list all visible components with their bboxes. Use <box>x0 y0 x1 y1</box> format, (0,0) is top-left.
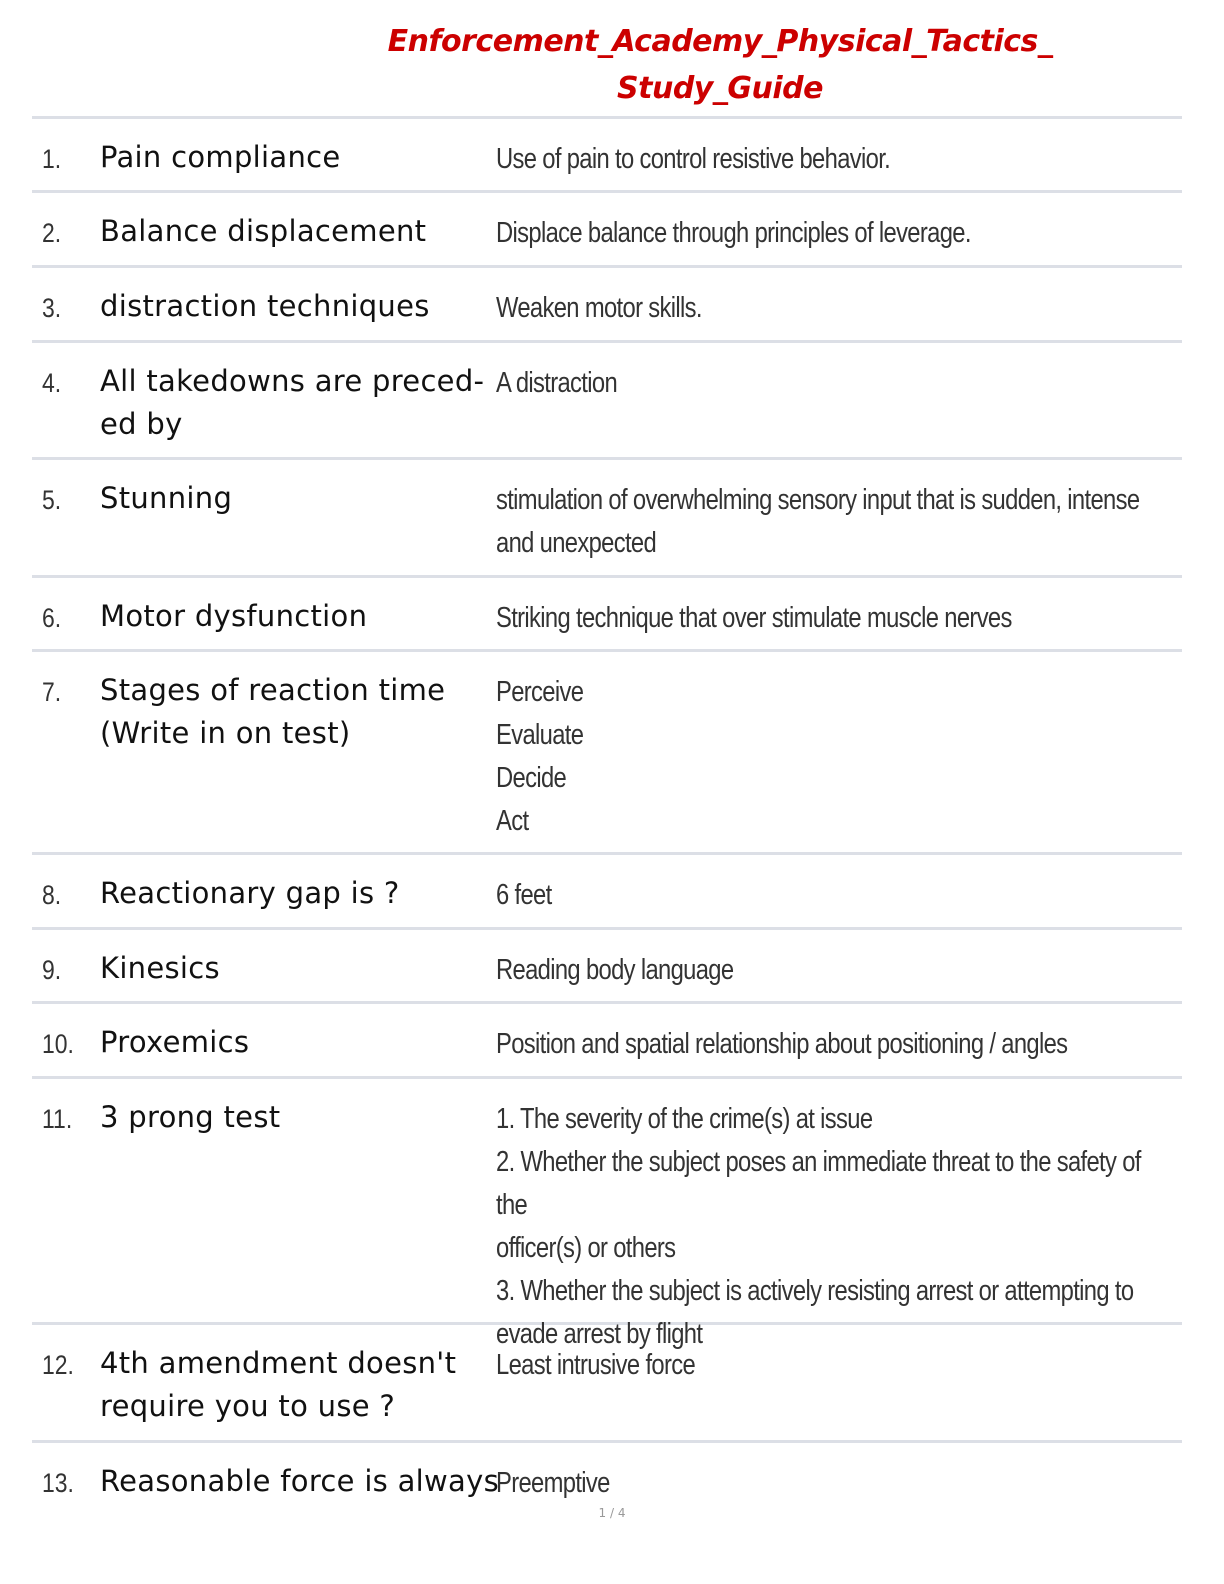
card-term: Kinesics <box>100 951 220 985</box>
card-number: 5. <box>42 485 62 515</box>
document-title <box>300 18 1140 112</box>
card-number: 1. <box>42 144 62 174</box>
flashcard <box>32 460 1182 578</box>
document-title-line-1: Enforcement_Academy_Physical_Tactics_ <box>387 24 1053 59</box>
card-term: distraction techniques <box>100 289 430 323</box>
card-definition: A distraction <box>496 367 618 399</box>
card-term: Proxemics <box>100 1025 250 1059</box>
card-term: Stunning <box>100 481 233 515</box>
card-term: Pain compliance <box>100 140 341 174</box>
card-term: Stages of reaction time (Write in on test) <box>100 673 446 750</box>
card-number: 3. <box>42 293 62 323</box>
card-definition: Least intrusive force <box>496 1349 696 1381</box>
card-number: 2. <box>42 218 62 248</box>
flashcard <box>32 855 1182 930</box>
card-number: 7. <box>42 677 62 707</box>
card-definition: 6 feet <box>496 879 552 911</box>
flashcard <box>32 343 1182 460</box>
card-term: All takedowns are preced- ed by <box>100 364 485 441</box>
flashcard <box>32 268 1182 343</box>
card-number: 4. <box>42 368 62 398</box>
flashcard <box>32 1325 1182 1443</box>
flashcard <box>32 930 1182 1004</box>
card-term: Reasonable force is always <box>100 1464 500 1498</box>
card-number: 13. <box>42 1468 74 1498</box>
flashcard <box>32 193 1182 268</box>
card-definition: Position and spatial relationship about positioning / angles <box>496 1028 1068 1060</box>
card-term: 4th amendment doesn't require you to use ? <box>100 1346 457 1423</box>
card-number: 8. <box>42 880 62 910</box>
card-number: 11. <box>42 1104 73 1134</box>
card-number: 12. <box>42 1350 74 1380</box>
flashcard <box>32 652 1182 855</box>
page-indicator: 1 / 4 <box>598 1506 626 1520</box>
flashcard <box>32 119 1182 193</box>
card-definition: Weaken motor skills. <box>496 292 702 324</box>
flashcard <box>32 1079 1182 1350</box>
flashcard <box>32 578 1182 652</box>
card-term: Balance displacement <box>100 214 427 248</box>
card-definition: 1. The severity of the crime(s) at issue 2. Whether the subject poses an immediate threat to the safety of the officer(s) or others 3. Whether the subject is actively resisting arrest or attempting to evade arrest by flight <box>496 1103 1141 1350</box>
card-number: 10. <box>42 1029 74 1059</box>
document-title-line-2: Study_Guide <box>617 71 823 106</box>
card-definition: Preemptive <box>496 1467 610 1499</box>
card-number: 9. <box>42 955 62 985</box>
card-term: Reactionary gap is ? <box>100 876 400 910</box>
card-definition: Reading body language <box>496 954 734 986</box>
card-definition: Perceive Evaluate Decide Act <box>496 676 584 837</box>
card-term: 3 prong test <box>100 1100 281 1134</box>
card-definition: stimulation of overwhelming sensory input that is sudden, intense and unexpected <box>496 484 1140 559</box>
card-definition: Displace balance through principles of leverage. <box>496 217 971 249</box>
flashcard <box>32 1443 1182 1505</box>
card-definition: Striking technique that over stimulate muscle nerves <box>496 602 1012 634</box>
card-number: 6. <box>42 603 62 633</box>
flashcard <box>32 1004 1182 1079</box>
card-term: Motor dysfunction <box>100 599 368 633</box>
card-definition: Use of pain to control resistive behavior. <box>496 143 891 175</box>
